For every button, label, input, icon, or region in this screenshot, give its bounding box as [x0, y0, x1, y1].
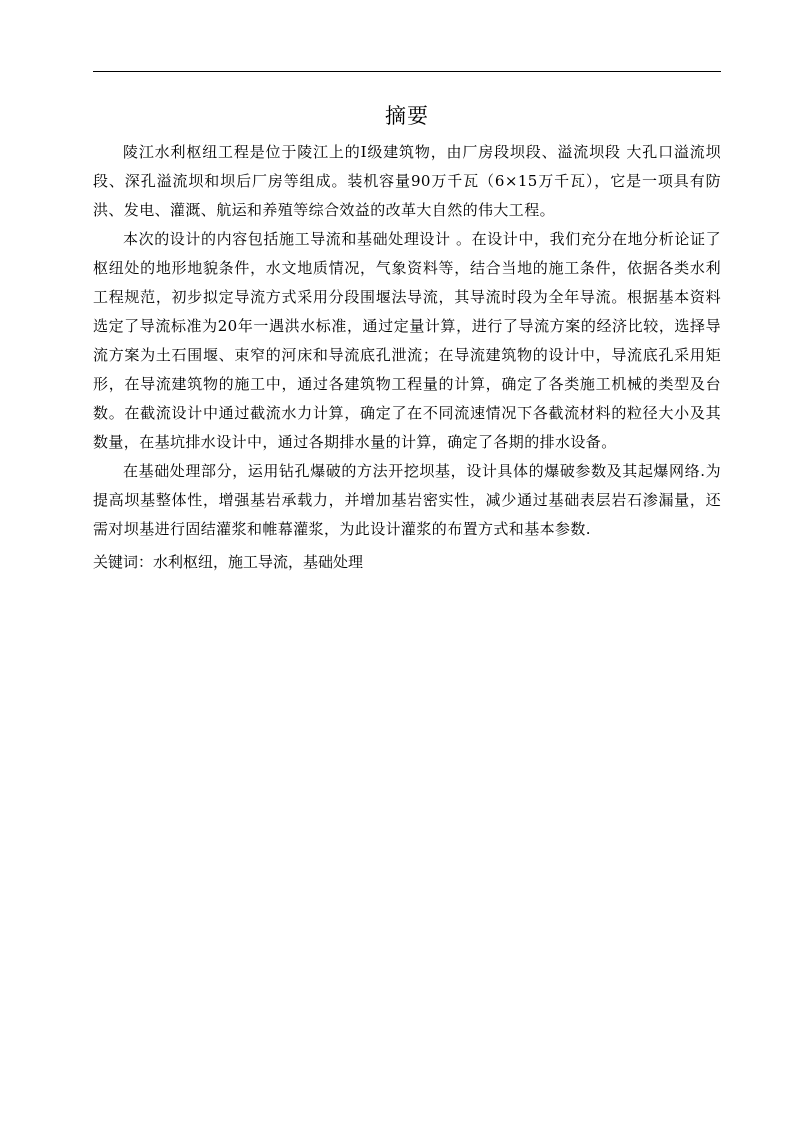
header-rule: [93, 71, 721, 72]
abstract-body: [93, 138, 721, 577]
keywords-line: 关键词：水利枢纽，施工导流，基础处理: [93, 553, 364, 571]
abstract-paragraph-3: 在基础处理部分，运用钻孔爆破的方法开挖坝基，设计具体的爆破参数及其起爆网络.为提高坝基整体性，增强基岩承载力，并增加基岩密实性，减少通过基础表层岩石渗漏量，还需对坝基进行固结灌浆和帷幕灌浆，为此设计灌浆的布置方式和基本参数.: [93, 462, 721, 538]
abstract-title: 摘要: [385, 104, 429, 128]
abstract-paragraph-2: 本次的设计的内容包括施工导流和基础处理设计 。在设计中，我们充分在地分析论证了枢纽处的地形地貌条件，水文地质情况，气象资料等，结合当地的施工条件，依据各类水利工程规范，初步拟定导流方式采用分段围堰法导流，其导流时段为全年导流。根据基本资料选定了导流标准为20年一遇洪水标准，通过定量计算，进行了导流方案的经济比较，选择导流方案为土石围堰、束窄的河床和导流底孔泄流；在导流建筑物的设计中，导流底孔采用矩形，在导流建筑物的施工中，通过各建筑物工程量的计算，确定了各类施工机械的类型及台数。在截流设计中通过截流水力计算，确定了在不同流速情况下各截流材料的粒径大小及其数量，在基坑排水设计中，通过各期排水量的计算，确定了各期的排水设备。: [93, 230, 721, 451]
abstract-paragraph-1: 陵江水利枢纽工程是位于陵江上的Ⅰ级建筑物，由厂房段坝段、溢流坝段 大孔口溢流坝段、深孔溢流坝和坝后厂房等组成。装机容量90万千瓦（6×15万千瓦），它是一项具有防洪、发电、灌溉、航运和养殖等综合效益的改革大自然的伟大工程。: [93, 143, 721, 219]
